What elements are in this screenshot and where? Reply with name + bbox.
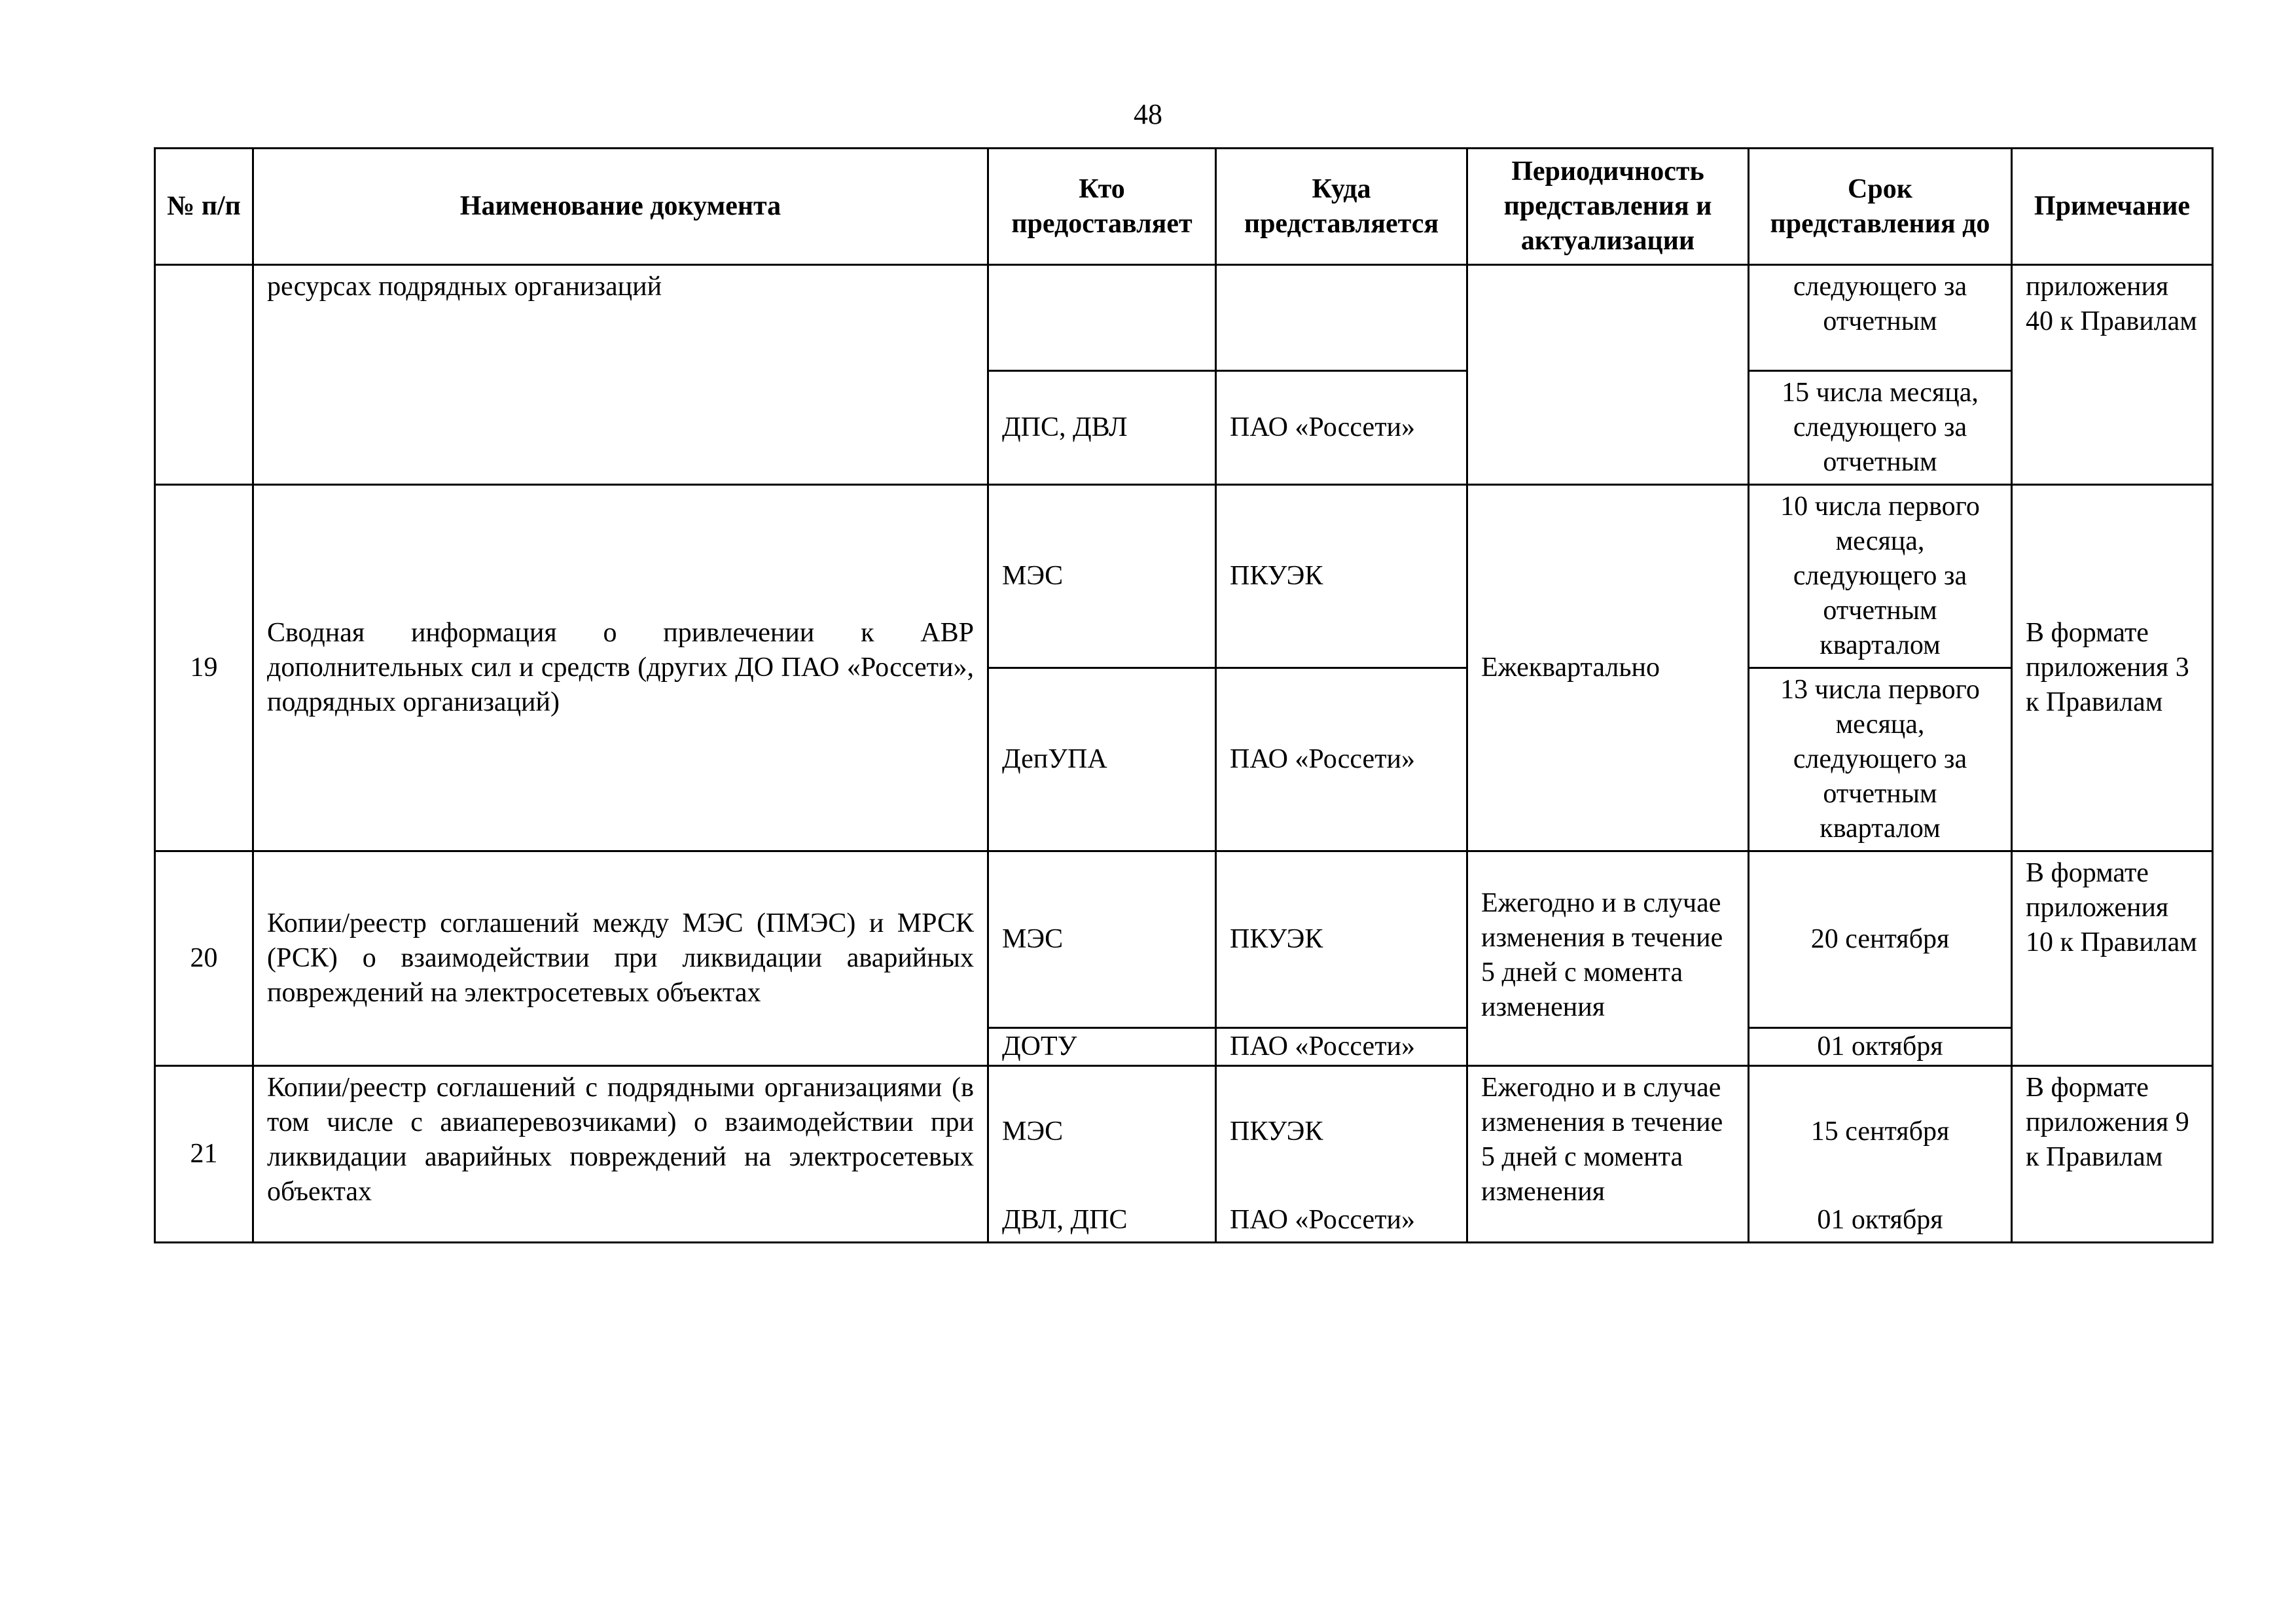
row19-num: 19	[155, 485, 253, 851]
row19-where-1: ПКУЭК	[1216, 485, 1467, 668]
row21-where-1: ПКУЭК	[1230, 1116, 1323, 1147]
table-row	[155, 1066, 2213, 1243]
row20-where-1: ПКУЭК	[1216, 851, 1467, 1028]
row19-where-2: ПАО «Россети»	[1216, 668, 1467, 851]
cont-num	[155, 265, 253, 485]
header-note: Примечание	[2012, 149, 2213, 265]
header-where: Куда представляется	[1216, 149, 1467, 265]
cont-where-1	[1216, 265, 1467, 371]
row21-name: Копии/реестр соглашений с подрядными организациями (в том числе с авиаперевозчиками) о взаимодействии при ликвидации аварийных повреждений на электросетевых объектах	[253, 1066, 988, 1243]
header-period: Периодичность представления и актуализации	[1467, 149, 1749, 265]
row20-deadline-1: 20 сентября	[1749, 851, 2012, 1028]
cont-note: приложения 40 к Правилам	[2012, 265, 2213, 485]
row20-period: Ежегодно и в случае изменения в течение 5 дней с момента изменения	[1467, 851, 1749, 1066]
document-table	[154, 147, 2214, 1243]
row19-note: В формате приложения 3 к Правилам	[2012, 485, 2213, 851]
row21-who-1: МЭС	[1002, 1116, 1064, 1147]
row21-num: 21	[155, 1066, 253, 1243]
row20-name: Копии/реестр соглашений между МЭС (ПМЭС) и МРСК (РСК) о взаимодействии при ликвидации аварийных повреждений на электросетевых объектах	[253, 851, 988, 1066]
cont-name: ресурсах подрядных организаций	[253, 265, 988, 485]
row19-period: Ежеквартально	[1467, 485, 1749, 851]
row19-who-2: ДепУПА	[988, 668, 1216, 851]
row21-deadline-1: 15 сентября	[1810, 1116, 1950, 1147]
row20-who-1: МЭС	[988, 851, 1216, 1028]
row19-name: Сводная информация о привлечении к АВР дополнительных сил и средств (других ДО ПАО «Россети», подрядных организаций)	[253, 485, 988, 851]
row19-deadline-1: 10 числа первого месяца, следующего за отчетным кварталом	[1749, 485, 2012, 668]
row21-who-2: ДВЛ, ДПС	[1002, 1205, 1128, 1235]
row20-who-2: ДОТУ	[988, 1028, 1216, 1066]
row21-period: Ежегодно и в случае изменения в течение 5 дней с момента изменения	[1467, 1066, 1749, 1243]
page-number: 48	[1134, 98, 1162, 130]
cont-period	[1467, 265, 1749, 485]
row21-note: В формате приложения 9 к Правилам	[2012, 1066, 2213, 1243]
table-row	[155, 485, 2213, 668]
header-name: Наименование документа	[253, 149, 988, 265]
row20-where-2: ПАО «Россети»	[1216, 1028, 1467, 1066]
cont-deadline-1: следующего за отчетным	[1749, 265, 2012, 371]
header-num: № п/п	[155, 149, 253, 265]
row19-who-1: МЭС	[988, 485, 1216, 668]
table-row	[155, 265, 2213, 371]
row21-deadline-2: 01 октября	[1817, 1205, 1943, 1235]
row20-note: В формате приложения 10 к Правилам	[2012, 851, 2213, 1066]
cont-deadline-2: 15 числа месяца, следующего за отчетным	[1749, 371, 2012, 485]
cont-who-2: ДПС, ДВЛ	[988, 371, 1216, 485]
cont-who-1	[988, 265, 1216, 371]
row21-where-2: ПАО «Россети»	[1230, 1205, 1416, 1235]
row21-who	[988, 1066, 1216, 1243]
header-who: Кто предоставляет	[988, 149, 1216, 265]
row21-deadline	[1749, 1066, 2012, 1243]
header-row	[155, 149, 2213, 265]
table-row	[155, 851, 2213, 1028]
row20-num: 20	[155, 851, 253, 1066]
header-deadline: Срок представления до	[1749, 149, 2012, 265]
cont-where-2: ПАО «Россети»	[1216, 371, 1467, 485]
row20-deadline-2: 01 октября	[1749, 1028, 2012, 1066]
row21-where	[1216, 1066, 1467, 1243]
row19-deadline-2: 13 числа первого месяца, следующего за отчетным кварталом	[1749, 668, 2012, 851]
